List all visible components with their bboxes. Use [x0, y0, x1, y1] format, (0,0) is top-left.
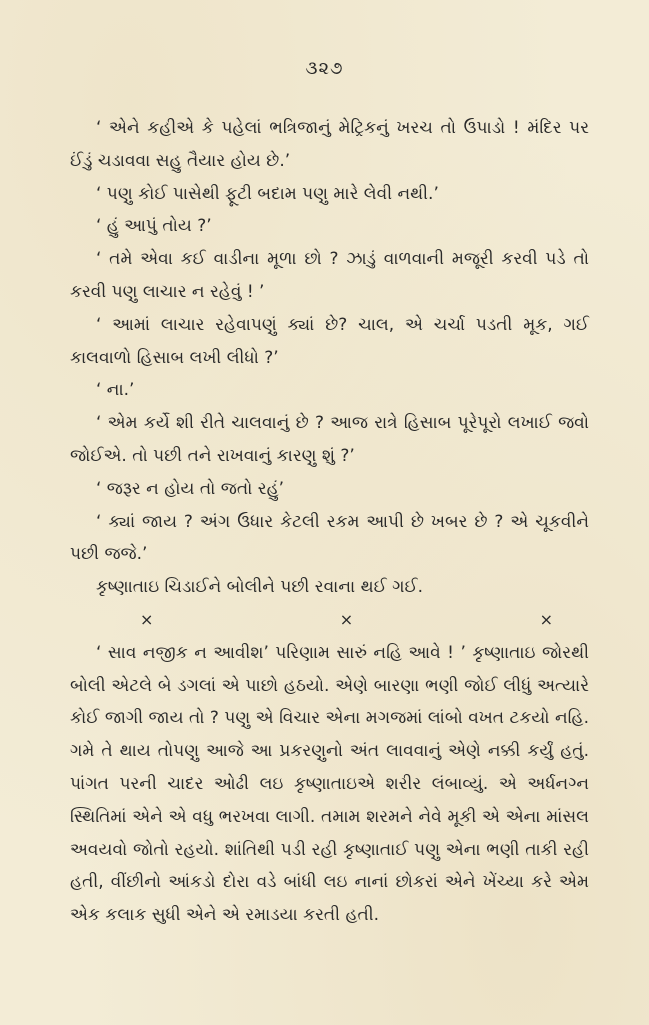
section-separator [70, 604, 589, 637]
paragraph: ‘ સાવ નજીક ન આવીશ’ પરિણામ સારું નહિ આવે ! ’ કૃષ્ણાતાઇ જોરથી બોલી એટલે બે ડગલાં એ પાછો હઠયો. એણે બારણા ભણી જોઈ લીધું અત્યારે કોઈ જાગી જાય તો ? પણુ એ વિચાર એના મગજમાં લાંબો વખત ટકયો નહિ. ગમે તે થાય તોપણુ આજે આ પ્રકરણુનો અંત લાવવાનું એણે નક્કી કર્યું હતું. પાંગત પરની ચાદર ઓઢી લઇ કૃષ્ણાતાઇએ શરીર લંબાવ્યું. એ અર્ધનગ્ન સ્થિતિમાં એને એ વધુ ભરખવા લાગી. તમામ શરમને નેવે મૂકી એ એના માંસલ અવયવો જોતો રહયો. શાંતિથી પડી રહી કૃષ્ણાતાઈ પણુ એના ભણી તાકી રહી હતી, વીંછીનો આંકડો દોરા વડે બાંધી લઇ નાનાં છોકરાં એને ખેંચ્યા કરે એમ એક કલાક સુધી એને એ રમાડયા કરતી હતી. [70, 642, 589, 926]
paragraph: ‘ આમાં લાચાર રહેવાપણું ક્યાં છે? ચાલ, એ ચર્ચા પડતી મૂક, ગઈ કાલવાળો હિસાબ લખી લીધો ?’ [70, 314, 589, 368]
separator-mark: × [140, 609, 154, 629]
page-number: ૩૨૭ [305, 58, 344, 79]
separator-mark: × [339, 609, 354, 629]
paragraph: ‘ જરૂર ન હોય તો જતો રહું’ [96, 478, 285, 499]
paragraph: ‘ એને કહીએ કે પહેલાં ભત્રિજાનું મેટ્રિકનું ખરચ તો ઉપાડો ! મંદિર પર ઈંડું ચડાવવા સહુ તૈયાર હોય છે.’ [70, 118, 589, 171]
paragraph: ‘ ક્યાં જાય ? અંગ ઉધાર કેટલી રકમ આપી છે ખબર છે ? એ ચૂકવીને પછી જજે.’ [70, 511, 589, 565]
paragraph: ‘ એમ કર્યે શી રીતે ચાલવાનું છે ? આજ રાત્રે હિસાબ પૂરેપૂરો લખાઈ જવો જોઈએ. તો પછી તને રાખવાનું કારણુ શું ?’ [70, 413, 589, 466]
paragraph: ‘ તમે એવા કઈ વાડીના મૂળા છો ? ઝાડું વાળવાની મજૂરી કરવી પડે તો કરવી પણુ લાચાર ન રહેવું ! ’ [70, 249, 589, 302]
paragraph: ‘ પણુ કોઈ પાસેથી ફૂટી બદામ પણુ મારે લેવી નથી.’ [96, 183, 439, 204]
separator-mark: × [539, 609, 553, 629]
paragraph: ‘ હું આપું તોય ?’ [96, 216, 212, 237]
paragraph: કૃષ્ણાતાઇ ચિડાઈને બોલીને પછી રવાના થઈ ગઈ. [96, 577, 424, 598]
body-text [70, 112, 589, 932]
paragraph: ‘ ના.’ [96, 380, 135, 401]
